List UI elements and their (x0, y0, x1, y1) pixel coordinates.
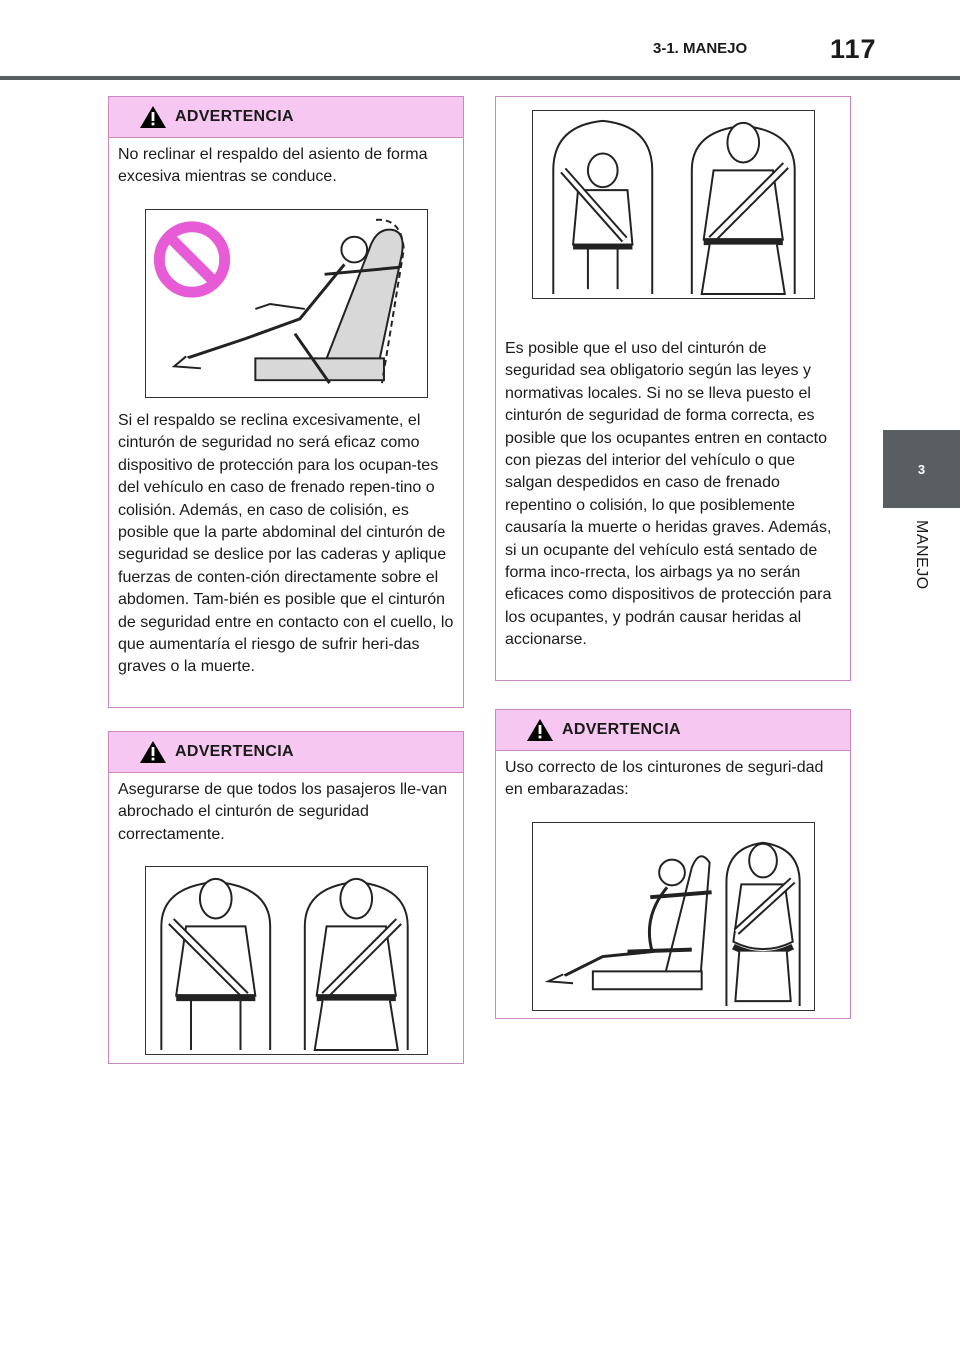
pregnant-belt-illustration (532, 822, 815, 1011)
warning-box-pregnancy (495, 709, 851, 1019)
warning-header (109, 732, 463, 773)
warning-body: Si el respaldo se reclina excesivamente, el cinturón de seguridad no será eficaz como dispositivo de protección para los ocupan-tes del vehículo en caso de frenado repen-tino o colisión. Además, en caso de colisión, es posible que la parte abdominal del cinturón de seguridad se deslice por las caderas y aplique fuerzas de conten-ción directamente sobre el abdomen. Tam-bién es posible que el cinturón de seguridad entre en contacto con el cuello, lo que aumentaría el riesgo de sufrir heri-das graves o la muerte. (118, 412, 454, 676)
warning-title: ADVERTENCIA (562, 721, 681, 738)
reclined-seat-illustration (145, 209, 428, 398)
warning-title: ADVERTENCIA (175, 108, 294, 125)
belted-adults-illustration (145, 866, 428, 1055)
warning-triangle-icon (526, 718, 554, 742)
warning-box-recline (108, 96, 464, 708)
warning-intro: Uso correcto de los cinturones de seguri-dad en embarazadas: (505, 759, 824, 799)
header-rule (0, 76, 960, 80)
legal-info-body: Es posible que el uso del cinturón de seguridad sea obligatorio según las leyes y normativas locales. Si no se lleva puesto el cinturón de seguridad de forma correcta, es posible que los ocupantes entren en contacto con piezas del interior del vehículo o que salgan despedidos en caso de frenado repentino o colisión, lo que posiblemente causaría la muerte o heridas graves. Además, si un ocupante del vehículo está sentado de forma inco-rrecta, los airbags ya no serán eficaces como dispositivos de protección para los ocupantes, y podrán causar heridas al accionarse. (505, 340, 832, 649)
chapter-label: MANEJO (913, 520, 930, 590)
warning-box-passengers (108, 731, 464, 1064)
belted-child-adult-illustration (532, 110, 815, 299)
warning-intro: No reclinar el respaldo del asiento de forma excesiva mientras se conduce. (118, 146, 428, 186)
warning-header (496, 710, 850, 751)
warning-intro: Asegurarse de que todos los pasajeros lle-van abrochado el cinturón de seguridad correctamente. (118, 781, 448, 843)
warning-triangle-icon (139, 740, 167, 764)
chapter-tab[interactable]: 3 (883, 430, 960, 508)
warning-header (109, 97, 463, 138)
prohibition-icon (159, 227, 224, 292)
warning-title: ADVERTENCIA (175, 743, 294, 760)
warning-triangle-icon (139, 105, 167, 129)
section-title: 3-1. MANEJO (653, 40, 748, 57)
page-number: 117 (830, 34, 877, 64)
info-box-legal (495, 96, 851, 681)
